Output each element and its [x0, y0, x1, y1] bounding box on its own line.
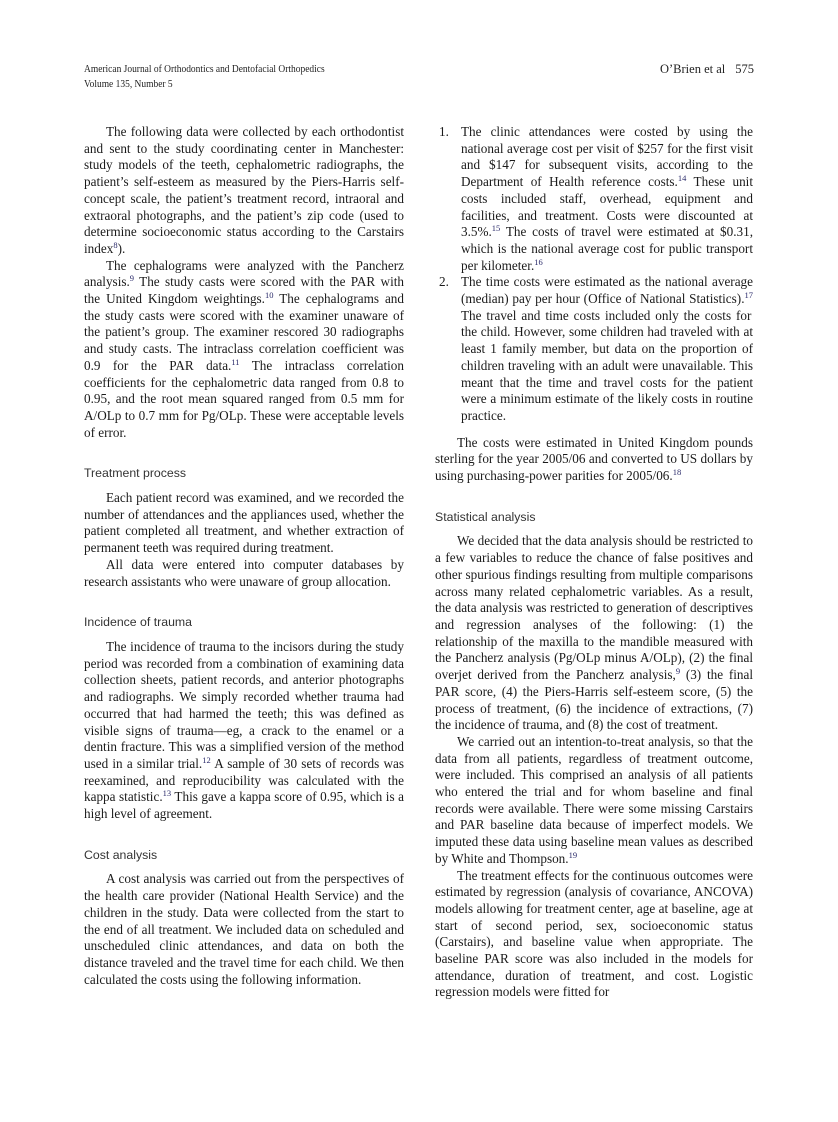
- reference-citation[interactable]: 10: [264, 290, 274, 301]
- reference-citation[interactable]: 11: [231, 356, 240, 367]
- reference-citation[interactable]: 19: [568, 849, 578, 860]
- paragraph-currency: [435, 435, 753, 485]
- author-line: O’Brien et al: [659, 62, 726, 76]
- paragraph-text: The cephalograms and the study casts were scored with the examiner unaware of the patient’s group. The examiner rescored 30 radiographs and study casts. The intraclass correlation coefficient was 0.9 for the PAR data.: [84, 291, 404, 373]
- paragraph-text: We carried out an intention-to-treat analysis, so that the data from all patients, regardless of treatment outcome, were included. This comprised an analysis of all patients who entered the trial and for whom baseline and final records were available. There were some missing Carstairs and PAR baseline data because of imperfect models. We imputed these data using baseline mean values as described by White and Thompson.: [435, 733, 753, 866]
- reference-citation[interactable]: 8: [113, 239, 118, 250]
- journal-info: [84, 62, 325, 92]
- paragraph-variables: [435, 533, 753, 733]
- paragraph-treatment-record: Each patient record was examined, and we recorded the number of attendances and the appliances used, whether the patient completed all treatment, and whether extraction of permanent teeth was required during treatment.: [84, 490, 404, 556]
- right-column: [435, 124, 753, 1001]
- page-info: [660, 62, 754, 77]
- left-column: [84, 124, 404, 988]
- reference-citation[interactable]: 9: [129, 273, 135, 284]
- paragraph-text: This gave a kappa score of 0.95, which is a high level of agreement.: [84, 789, 404, 822]
- paragraph-text: (3) the final PAR score, (4) the Piers-Harris self-esteem score, (5) the process of treatment, (6) the incidence of extractions, (7) the incidence of trauma, and (8) the cost of treatment.: [435, 667, 753, 733]
- list-text: The time costs were estimated as the national average (median) pay per hour (Office of National Statistics).: [461, 274, 753, 307]
- paragraph-data-collection: [84, 124, 404, 258]
- reference-citation[interactable]: 16: [534, 256, 543, 267]
- paragraph-text: The costs were estimated in United Kingdom pounds sterling for the year 2005/06 and converted to US dollars by using purchasing-power parities for 2005/06.: [435, 434, 753, 484]
- journal-volume: Volume 135, Number 5: [84, 78, 173, 90]
- list-text: The clinic attendances were costed by using the national average cost per visit of $257 for the first visit and $147 for subsequent visits, according to the Department of Health reference costs.: [461, 124, 753, 190]
- section-heading-incidence-of-trauma: Incidence of trauma: [84, 615, 193, 630]
- paragraph-intention-to-treat: [435, 734, 753, 868]
- paragraph-text: The incidence of trauma to the incisors during the study period was recorded from a combination of examining data collection sheets, patient records, and anterior photographs and radiographs. We simply recorded whether trauma had occurred that had harmed the teeth; this was defined as visible signs of trauma—eg, a crack to the enamel or a dentin fracture. This was a simplified version of the method used in a similar trial.: [84, 638, 404, 771]
- paragraph-cost-analysis: A cost analysis was carried out from the perspectives of the health care provider (National Health Service) and the children in the study. Data were collected from the start to the end of all treatment. We included data on scheduled and unscheduled clinic attendances, and data on both the distance traveled and the travel time for each child. We then calculated the costs using the following information.: [84, 871, 404, 987]
- reference-citation[interactable]: 13: [162, 788, 172, 799]
- reference-citation[interactable]: 15: [491, 223, 501, 234]
- reference-citation[interactable]: 18: [672, 467, 682, 478]
- list-text: The travel and time costs included only the costs for the child. However, some children had traveled with at least 1 family member, but data on the proportion of children traveling with an adult were unavailable. This meant that the time and travel costs for the patient were a minimum estimate of the likely costs in routine practice.: [461, 307, 753, 423]
- section-heading-statistical-analysis: Statistical analysis: [435, 509, 536, 524]
- section-heading-cost-analysis: Cost analysis: [84, 847, 158, 862]
- cost-method-list: [435, 124, 753, 425]
- paragraph-text: ).: [117, 240, 126, 256]
- paragraph-text: The study casts were scored with the PAR with the United Kingdom weightings.: [84, 274, 404, 307]
- reference-citation[interactable]: 17: [744, 290, 753, 301]
- list-number: 2.: [439, 274, 449, 290]
- paragraph-treatment-effects: The treatment effects for the continuous outcomes were estimated by regression (analysis of covariance, ANCOVA) models allowing for treatment center, age at baseline, age at start of second period, sex, socioeconomic status (Carstairs), and baseline value when appropriate. The baseline PAR score was also included in the models for attendance, duration of treatment, and cost. Logistic regression models were fitted for: [435, 867, 753, 1000]
- spacer: [435, 425, 753, 435]
- journal-title: American Journal of Orthodontics and Dentofacial Orthopedics: [84, 63, 325, 75]
- paragraph-text: We decided that the data analysis should be restricted to a few variables to reduce the chance of false positives and other spurious findings resulting from multiple comparisons across many related cephalometric variables. As a result, the data analysis was restricted to generation of descriptives and regression analyses of the following: (1) the relationship of the maxilla to the mandible measured with the Pancherz analysis (Pg/OLp minus A/OLp), (2) the final overjet derived from the Pancherz analysis,: [435, 533, 753, 683]
- list-text: The costs of travel were estimated at $0.31, which is the national average cost for public transport per kilometer.: [461, 224, 753, 273]
- paragraph-text: The intraclass correlation coefficients for the cephalometric data ranged from 0.8 to 0.95, and the root mean squared ranged from 0.5 mm for A/OLp to 0.7 mm for Pg/OLp. These were acceptable levels of error.: [84, 357, 404, 440]
- paragraph-text: A sample of 30 sets of records was reexamined, and reproducibility was calculated with the kappa statistic.: [84, 755, 404, 805]
- reference-citation[interactable]: 12: [202, 754, 211, 765]
- section-heading-treatment-process: Treatment process: [84, 466, 187, 481]
- reference-citation[interactable]: 9: [675, 666, 681, 677]
- reference-citation[interactable]: 14: [677, 173, 687, 184]
- list-text: These unit costs included staff, overhead, equipment and facilities, and treatment. Costs were discounted at 3.5%.: [461, 174, 754, 240]
- page-number: 575: [735, 62, 754, 76]
- paragraph-trauma: [84, 639, 404, 823]
- paragraph-text: The following data were collected by each orthodontist and sent to the study coordinating center in Manchester: study models of the teeth, cephalometric radiographs, the patient’s self-esteem as measured by the Piers-Harris self-concept scale, the patient’s treatment record, intraoral and extraoral photographs, and the patient’s zip code (used to determine socioeconomic status according to the Carstairs index: [84, 124, 404, 256]
- list-number: 1.: [439, 124, 449, 139]
- paragraph-text: The cephalograms were analyzed with the Pancherz analysis.: [84, 257, 404, 290]
- list-item: [435, 274, 753, 424]
- paragraph-cephalograms: [84, 258, 404, 442]
- list-item: [435, 124, 753, 274]
- paragraph-databases: All data were entered into computer databases by research assistants who were unaware of group allocation.: [84, 556, 404, 589]
